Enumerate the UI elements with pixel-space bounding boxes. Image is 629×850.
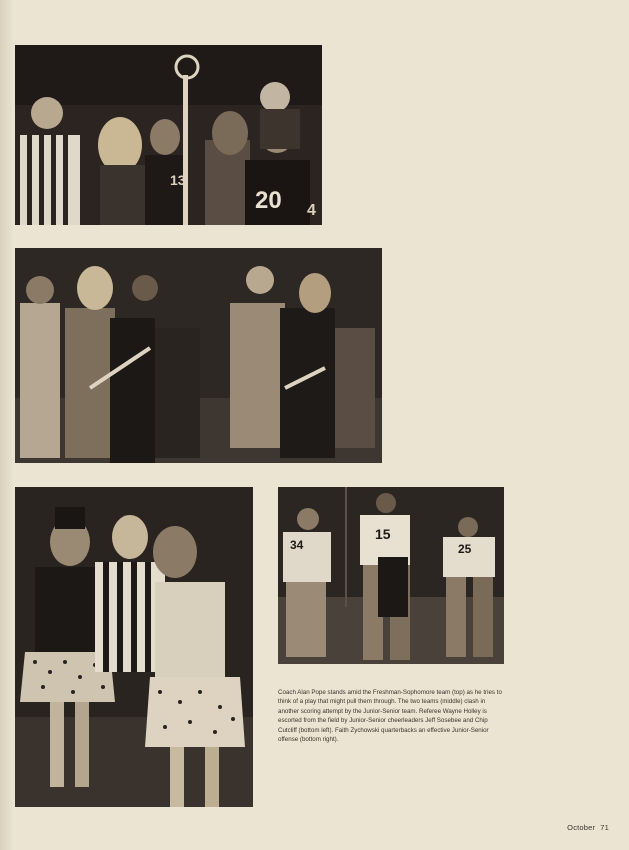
jersey-number-25: 25 bbox=[458, 542, 472, 556]
page-gutter-shadow bbox=[0, 0, 14, 850]
photo-bottom-left-image bbox=[15, 487, 253, 807]
photo-top-image bbox=[15, 45, 322, 225]
jersey-number-13: 13 bbox=[170, 172, 186, 188]
jersey-number-4: 4 bbox=[307, 202, 316, 219]
photo-middle-teams-clash bbox=[15, 248, 382, 463]
folio-page-number: 71 bbox=[600, 823, 609, 832]
folio-section: October bbox=[567, 823, 596, 832]
jersey-number-15: 15 bbox=[375, 526, 391, 542]
photo-bottom-right-image bbox=[278, 487, 504, 664]
photo-middle-image bbox=[15, 248, 382, 463]
photo-top-team-with-coach bbox=[15, 45, 322, 225]
jersey-number-34: 34 bbox=[290, 538, 304, 552]
photo-caption: Coach Alan Pope stands amid the Freshman-Sophomore team (top) as he tries to think of a play that might pull them through. The two teams (middle) clash in another scoring attempt by the Junior-Senior team. Referee Wayne Holley is escorted from the field by Junior-Senior cheerleaders Jeff Sosebee and Chip Cutcliff (bottom left). Faith Zychowski quarterbacks an effective Junior-Senior offense (bottom right). bbox=[278, 689, 502, 744]
photo-bottom-right-quarterback bbox=[278, 487, 504, 664]
photo-bottom-left-referee-escorted bbox=[15, 487, 253, 807]
jersey-number-20: 20 bbox=[255, 187, 282, 214]
page-folio bbox=[567, 823, 609, 832]
